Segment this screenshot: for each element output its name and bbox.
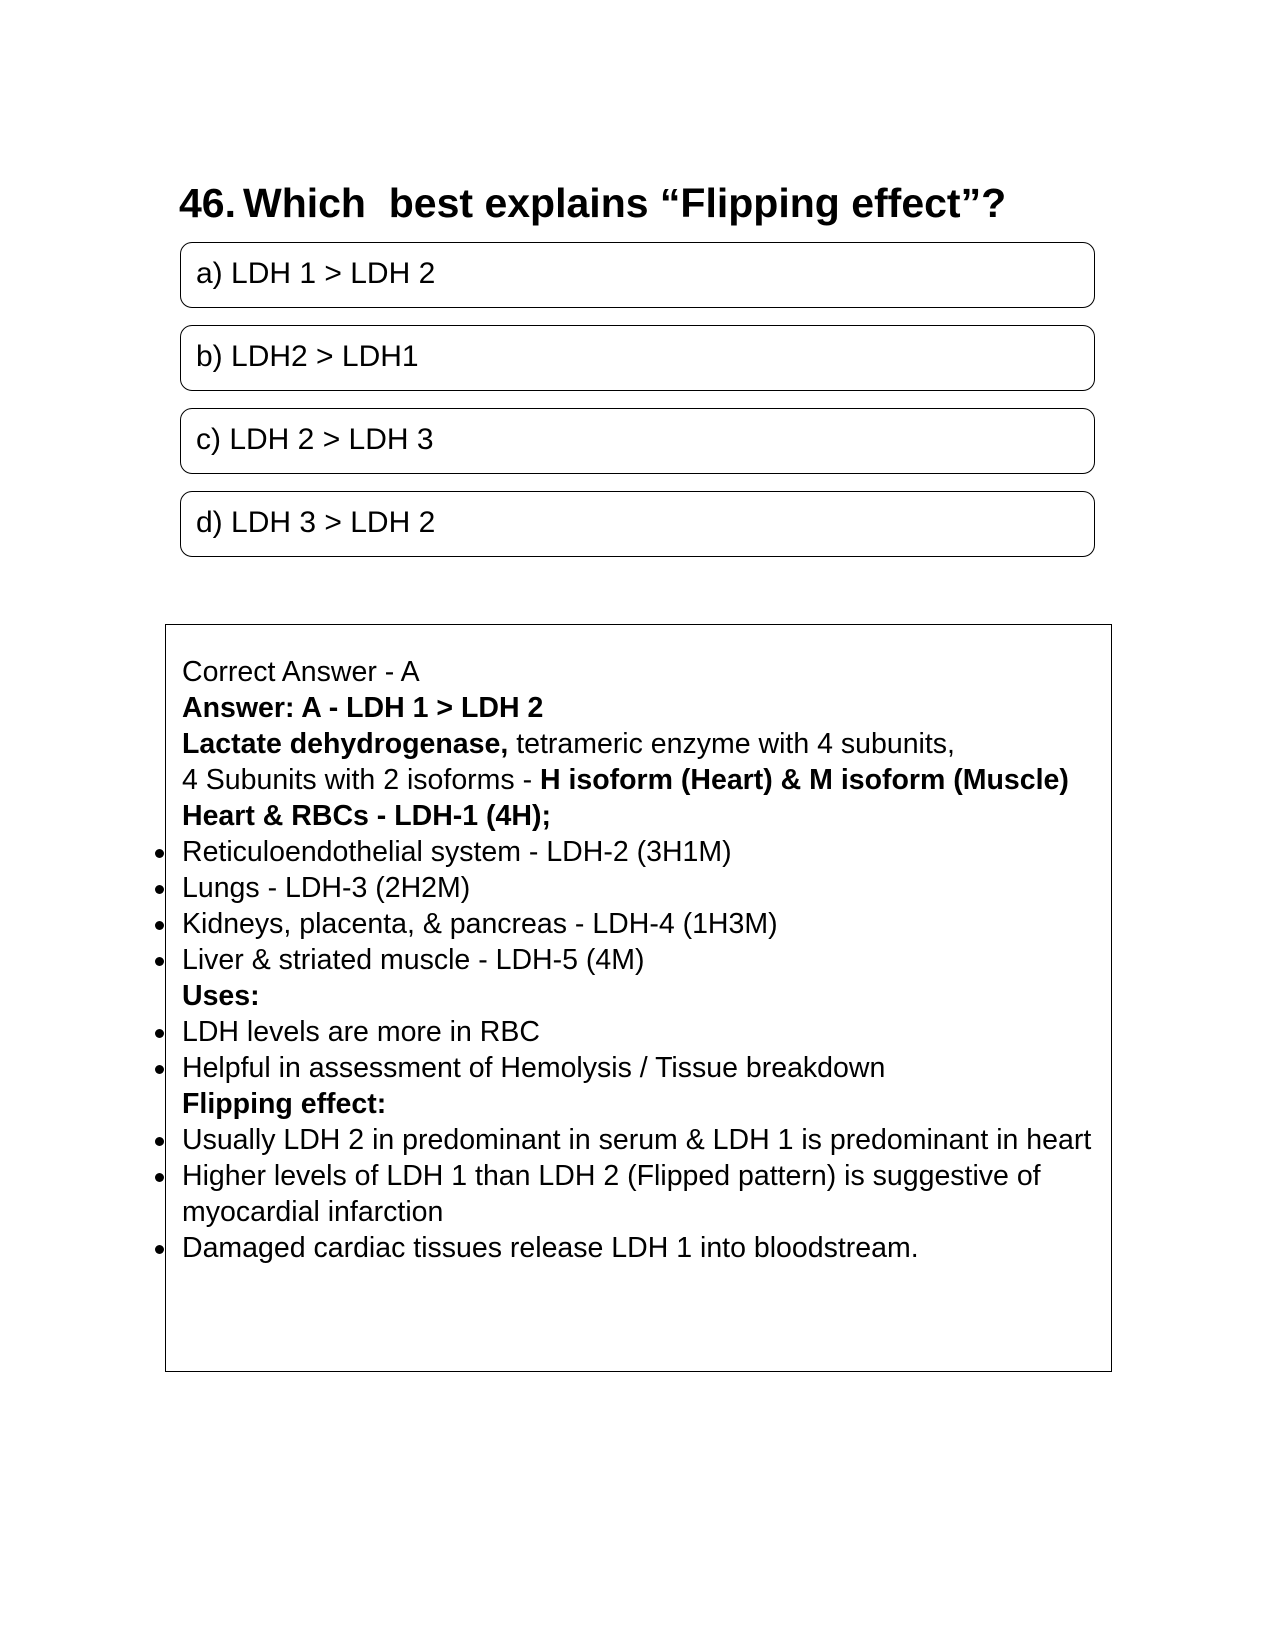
list-item: Helpful in assessment of Hemolysis / Tissue breakdown [182, 1050, 1102, 1086]
uses-heading: Uses: [182, 980, 260, 1012]
flipping-heading: Flipping effect: [182, 1088, 387, 1120]
list-item: Lungs - LDH-3 (2H2M) [182, 870, 1102, 906]
question-text: Which best explains “Flipping effect”? [243, 180, 1007, 226]
explanation-text [182, 654, 1102, 1266]
list-item: Higher levels of LDH 1 than LDH 2 (Flipped pattern) is suggestive of myocardial infarction [182, 1158, 1102, 1230]
list-item: Liver & striated muscle - LDH-5 (4M) [182, 942, 1102, 978]
option-c[interactable]: c) LDH 2 > LDH 3 [180, 408, 1095, 474]
list-item: Reticuloendothelial system - LDH-2 (3H1M) [182, 834, 1102, 870]
ldh-description: tetrameric enzyme with 4 subunits, [508, 728, 955, 760]
answer-line: Answer: A - LDH 1 > LDH 2 [182, 692, 544, 724]
list-item: Damaged cardiac tissues release LDH 1 into bloodstream. [182, 1230, 1102, 1266]
isoforms-text: H isoform (Heart) & M isoform (Muscle) [539, 764, 1069, 796]
subunits-text: 4 Subunits with 2 isoforms - [182, 764, 540, 796]
subunits-line [182, 762, 1102, 798]
option-d[interactable]: d) LDH 3 > LDH 2 [180, 491, 1095, 557]
list-item: LDH levels are more in RBC [182, 1014, 1102, 1050]
option-b[interactable]: b) LDH2 > LDH1 [180, 325, 1095, 391]
list-item: Usually LDH 2 in predominant in serum & LDH 1 is predominant in heart [182, 1122, 1102, 1158]
question-title [179, 177, 1006, 229]
list-item: Kidneys, placenta, & pancreas - LDH-4 (1H3M) [182, 906, 1102, 942]
ldh-term: Lactate dehydrogenase, [182, 728, 509, 760]
option-a[interactable]: a) LDH 1 > LDH 2 [180, 242, 1095, 308]
correct-answer: Correct Answer - A [182, 656, 420, 688]
question-number: 46. [179, 180, 236, 226]
ldh-definition [182, 726, 1102, 762]
heart-line: Heart & RBCs - LDH-1 (4H); [182, 800, 551, 832]
